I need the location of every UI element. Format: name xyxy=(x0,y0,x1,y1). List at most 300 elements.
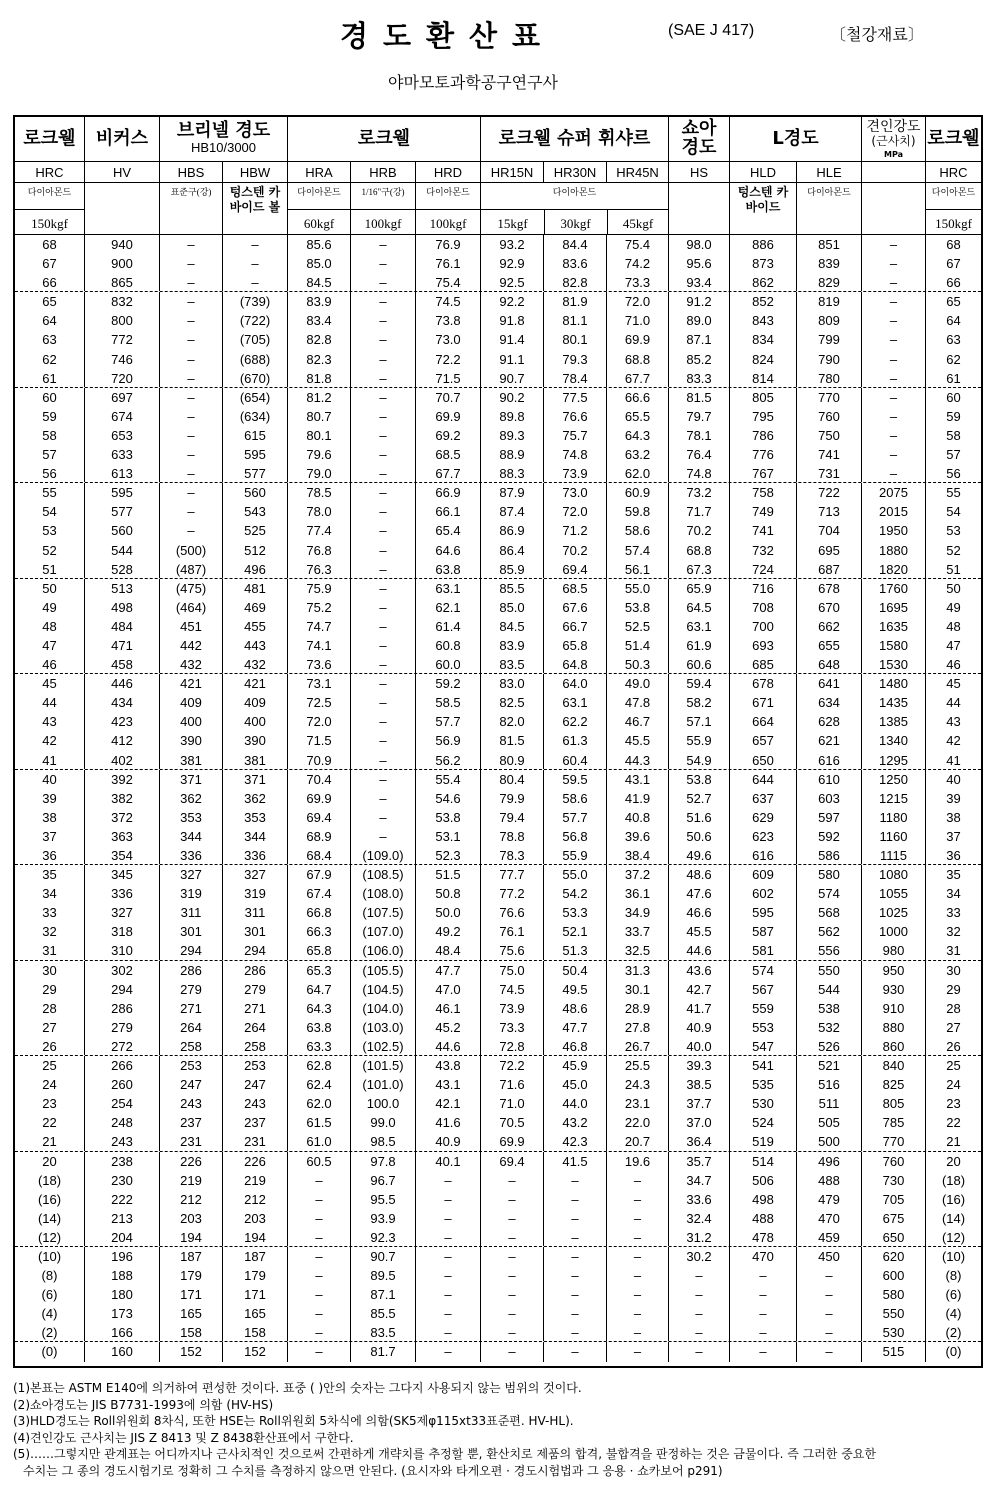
table-cell: 500 xyxy=(796,1132,861,1150)
table-cell: 1880 xyxy=(861,541,925,560)
table-cell: 52.1 xyxy=(543,922,606,941)
table-row xyxy=(15,693,981,712)
table-cell: 65.5 xyxy=(606,407,668,426)
table-cell: – xyxy=(159,388,222,407)
table-cell: 45.9 xyxy=(543,1056,606,1075)
table-cell: 732 xyxy=(729,541,796,560)
table-cell: 65.9 xyxy=(668,579,729,598)
table-cell: – xyxy=(480,1190,543,1209)
table-cell: 45 xyxy=(925,674,981,693)
table-cell: 70.2 xyxy=(668,521,729,540)
table-cell: – xyxy=(729,1342,796,1361)
table-cell: 81.7 xyxy=(350,1342,415,1361)
table-cell: 327 xyxy=(159,865,222,884)
table-cell: 41 xyxy=(42,752,57,768)
table-row xyxy=(15,751,981,770)
table-cell: 62 xyxy=(42,351,57,367)
table-row xyxy=(15,655,981,674)
table-cell: (16) xyxy=(37,1191,62,1207)
table-cell: 43 xyxy=(925,712,981,731)
table-cell: – xyxy=(159,350,222,369)
table-cell: 47.6 xyxy=(668,884,729,903)
material-label: 〔철강재료〕 xyxy=(830,25,924,44)
table-cell: – xyxy=(861,369,925,387)
table-cell: 671 xyxy=(729,693,796,712)
table-cell: 776 xyxy=(729,445,796,464)
table-cell: 48.6 xyxy=(668,865,729,884)
table-cell: 61.9 xyxy=(668,636,729,655)
table-cell: 78.4 xyxy=(543,369,606,387)
table-indenter-header-row xyxy=(15,183,981,235)
table-cell: – xyxy=(350,311,415,330)
table-cell: 74.5 xyxy=(415,292,480,311)
table-cell: 402 xyxy=(84,751,159,769)
table-row xyxy=(15,1247,981,1266)
table-cell: (634) xyxy=(222,407,287,426)
table-cell: (12) xyxy=(37,1229,62,1245)
table-cell: 226 xyxy=(222,1152,287,1171)
table-cell: 64.8 xyxy=(543,655,606,673)
table-cell: 749 xyxy=(729,502,796,521)
table-cell: 71.7 xyxy=(668,502,729,521)
table-cell: – xyxy=(350,674,415,693)
table-cell: 731 xyxy=(796,464,861,482)
table-cell: 59.8 xyxy=(606,502,668,521)
table-cell: 75.0 xyxy=(480,961,543,980)
table-cell: 421 xyxy=(159,674,222,693)
table-cell: (10) xyxy=(37,1248,62,1264)
table-cell: 91.2 xyxy=(668,292,729,311)
table-cell: 179 xyxy=(222,1266,287,1285)
table-row xyxy=(15,1094,981,1113)
table-cell: 30.2 xyxy=(668,1247,729,1266)
table-cell: 506 xyxy=(729,1171,796,1190)
table-cell: 52 xyxy=(42,542,57,558)
table-cell: 74.8 xyxy=(668,464,729,482)
table-cell: 62.0 xyxy=(287,1094,350,1113)
table-row xyxy=(15,483,981,502)
table-cell: 434 xyxy=(84,693,159,712)
table-cell: 825 xyxy=(861,1075,925,1094)
table-cell: (102.5) xyxy=(350,1037,415,1055)
table-cell: (475) xyxy=(159,579,222,598)
table-cell: 64.5 xyxy=(668,598,729,617)
table-cell: 496 xyxy=(222,560,287,578)
table-cell: 840 xyxy=(861,1056,925,1075)
table-cell: 71.2 xyxy=(543,521,606,540)
table-cell: 67 xyxy=(925,254,981,273)
scale-header-13 xyxy=(861,162,925,182)
table-cell: 664 xyxy=(729,712,796,731)
table-cell: 53.3 xyxy=(543,903,606,922)
table-cell: 73.9 xyxy=(543,464,606,482)
table-cell: 76.4 xyxy=(668,445,729,464)
table-cell: – xyxy=(287,1190,350,1209)
table-cell: – xyxy=(861,235,925,254)
table-cell: 43.1 xyxy=(415,1075,480,1094)
table-cell: 90.2 xyxy=(480,388,543,407)
table-cell: 99.0 xyxy=(350,1113,415,1132)
table-cell: 95.6 xyxy=(668,254,729,273)
table-cell: 65.8 xyxy=(543,636,606,655)
table-cell: (104.0) xyxy=(350,999,415,1018)
table-cell: 1340 xyxy=(861,731,925,750)
table-cell: 57.7 xyxy=(543,808,606,827)
table-cell: 74.5 xyxy=(480,980,543,999)
table-cell: 530 xyxy=(861,1323,925,1341)
table-cell: 64 xyxy=(925,311,981,330)
table-cell: 56.1 xyxy=(606,560,668,578)
table-cell: 51.6 xyxy=(668,808,729,827)
hrb-indenter-cell: 1/16"구(강) 100kgf xyxy=(350,183,415,234)
table-cell: 412 xyxy=(84,731,159,750)
table-cell: 76.3 xyxy=(287,560,350,578)
table-cell: 219 xyxy=(159,1171,222,1190)
table-cell: 68.5 xyxy=(543,579,606,598)
table-cell: 68.8 xyxy=(606,350,668,369)
table-cell: 69.2 xyxy=(415,426,480,445)
table-cell: 62.2 xyxy=(543,712,606,731)
table-cell: 620 xyxy=(861,1247,925,1266)
table-cell: 294 xyxy=(159,941,222,959)
table-row xyxy=(15,407,981,426)
table-cell: 32 xyxy=(925,922,981,941)
table-cell: 799 xyxy=(796,330,861,349)
table-cell: (14) xyxy=(37,1210,62,1226)
table-cell: 528 xyxy=(84,560,159,578)
table-cell: 484 xyxy=(84,617,159,636)
table-cell: 72.5 xyxy=(287,693,350,712)
table-cell: 51.4 xyxy=(606,636,668,655)
table-cell: 27 xyxy=(42,1019,57,1035)
table-cell: – xyxy=(159,502,222,521)
table-cell: 72.0 xyxy=(543,502,606,521)
table-cell: – xyxy=(668,1304,729,1323)
hle-indenter-cell: 다이아몬드 xyxy=(796,183,861,234)
table-cell: 32 xyxy=(42,924,57,940)
table-cell: 392 xyxy=(84,770,159,789)
table-cell: 57 xyxy=(42,447,57,463)
table-cell: 795 xyxy=(729,407,796,426)
table-cell: 674 xyxy=(84,407,159,426)
table-cell: – xyxy=(668,1342,729,1361)
table-cell: (654) xyxy=(222,388,287,407)
table-cell: 55.4 xyxy=(415,770,480,789)
table-cell: 44.0 xyxy=(543,1094,606,1113)
table-cell: 49.0 xyxy=(606,674,668,693)
table-cell: 63.8 xyxy=(415,560,480,578)
table-cell: 243 xyxy=(222,1094,287,1113)
table-cell: 60.9 xyxy=(606,483,668,502)
group-superficial: 로크웰 슈퍼 휘샤르 xyxy=(480,117,668,161)
table-row xyxy=(15,617,981,636)
table-cell: 746 xyxy=(84,350,159,369)
table-cell: 64.6 xyxy=(415,541,480,560)
table-body xyxy=(15,235,981,1362)
table-cell: 459 xyxy=(796,1228,861,1246)
table-cell: 93.2 xyxy=(480,235,543,254)
table-cell: (6) xyxy=(41,1287,58,1303)
table-cell: 44.6 xyxy=(668,941,729,959)
table-row xyxy=(15,1075,981,1094)
table-cell: 47 xyxy=(925,636,981,655)
table-cell: 35.7 xyxy=(668,1152,729,1171)
table-cell: 79.7 xyxy=(668,407,729,426)
table-cell: (18) xyxy=(925,1171,981,1190)
table-cell: – xyxy=(222,235,287,254)
table-cell: (8) xyxy=(41,1268,58,1284)
table-cell: 203 xyxy=(222,1209,287,1228)
hrc-indenter-cell: 다이아몬드 150kgf xyxy=(15,183,84,234)
table-cell: 481 xyxy=(222,579,287,598)
table-cell: 279 xyxy=(84,1018,159,1037)
table-cell: 79.0 xyxy=(287,464,350,482)
table-cell: 675 xyxy=(861,1209,925,1228)
table-cell: 40.8 xyxy=(606,808,668,827)
table-cell: 62.0 xyxy=(606,464,668,482)
table-row xyxy=(15,1132,981,1151)
table-cell: 187 xyxy=(222,1247,287,1266)
table-cell: 165 xyxy=(159,1304,222,1323)
table-cell: – xyxy=(287,1228,350,1246)
table-cell: 662 xyxy=(796,617,861,636)
table-cell: 231 xyxy=(159,1132,222,1150)
table-cell: 66.9 xyxy=(415,483,480,502)
table-cell: 60.5 xyxy=(287,1152,350,1171)
table-cell: 81.5 xyxy=(480,731,543,750)
table-row xyxy=(15,1342,981,1361)
table-cell: 46 xyxy=(925,655,981,673)
table-cell: – xyxy=(159,330,222,349)
table-cell: 455 xyxy=(222,617,287,636)
table-cell: 515 xyxy=(861,1342,925,1361)
table-cell: 409 xyxy=(222,693,287,712)
table-cell: 31 xyxy=(925,941,981,959)
table-row xyxy=(15,1018,981,1037)
table-cell: 34.9 xyxy=(606,903,668,922)
table-cell: – xyxy=(350,502,415,521)
table-cell: 64.3 xyxy=(606,426,668,445)
group-shore: 쇼아경도 xyxy=(668,117,729,161)
table-cell: 770 xyxy=(861,1132,925,1150)
table-cell: – xyxy=(287,1247,350,1266)
table-cell: 97.8 xyxy=(350,1152,415,1171)
table-cell: 76.6 xyxy=(543,407,606,426)
table-cell: – xyxy=(606,1304,668,1323)
table-cell: 786 xyxy=(729,426,796,445)
table-cell: – xyxy=(159,292,222,311)
hv-indenter-cell xyxy=(84,183,159,234)
table-cell: 48.4 xyxy=(415,941,480,959)
table-cell: 53.8 xyxy=(415,808,480,827)
table-cell: 25.5 xyxy=(606,1056,668,1075)
table-cell: 311 xyxy=(159,903,222,922)
table-cell: – xyxy=(861,311,925,330)
table-cell: 26 xyxy=(42,1038,57,1054)
table-cell: 238 xyxy=(84,1152,159,1171)
table-cell: 678 xyxy=(796,579,861,598)
table-cell: 1215 xyxy=(861,789,925,808)
table-cell: 560 xyxy=(222,483,287,502)
table-cell: 41.7 xyxy=(668,999,729,1018)
table-cell: 25 xyxy=(925,1056,981,1075)
table-cell: 47.0 xyxy=(415,980,480,999)
table-cell: 381 xyxy=(159,751,222,769)
table-cell: 1580 xyxy=(861,636,925,655)
table-row xyxy=(15,922,981,941)
table-cell: – xyxy=(350,693,415,712)
table-cell: 38 xyxy=(925,808,981,827)
table-cell: 750 xyxy=(796,426,861,445)
table-cell: 65.4 xyxy=(415,521,480,540)
table-cell: 44.3 xyxy=(606,751,668,769)
table-cell: 319 xyxy=(222,884,287,903)
table-cell: 81.5 xyxy=(668,388,729,407)
table-cell: 63.1 xyxy=(668,617,729,636)
table-cell: 516 xyxy=(796,1075,861,1094)
load-30n: 30kgf xyxy=(560,216,591,231)
table-cell: 716 xyxy=(729,579,796,598)
table-cell: 78.3 xyxy=(480,846,543,864)
table-cell: 54 xyxy=(42,504,57,520)
table-cell: 886 xyxy=(729,235,796,254)
table-cell: 479 xyxy=(796,1190,861,1209)
table-cell: 58 xyxy=(42,427,57,443)
table-cell: 45.5 xyxy=(668,922,729,941)
table-cell: – xyxy=(415,1323,480,1341)
table-cell: 42 xyxy=(925,731,981,750)
table-cell: 580 xyxy=(861,1285,925,1304)
table-cell: – xyxy=(287,1285,350,1304)
table-cell: 40.9 xyxy=(415,1132,480,1150)
table-cell: – xyxy=(415,1304,480,1323)
table-cell: – xyxy=(350,541,415,560)
table-cell: 83.6 xyxy=(543,254,606,273)
table-cell: 271 xyxy=(222,999,287,1018)
table-cell: 76.9 xyxy=(415,235,480,254)
scale-header-12: HLE xyxy=(796,162,861,182)
table-cell: 708 xyxy=(729,598,796,617)
table-cell: 1080 xyxy=(861,865,925,884)
table-cell: 670 xyxy=(796,598,861,617)
table-cell: 71.5 xyxy=(287,731,350,750)
table-row xyxy=(15,884,981,903)
table-cell: 653 xyxy=(84,426,159,445)
table-cell: 65 xyxy=(925,292,981,311)
table-cell: 74.8 xyxy=(543,445,606,464)
table-cell: 525 xyxy=(222,521,287,540)
table-cell: 70.2 xyxy=(543,541,606,560)
table-cell: 44 xyxy=(42,695,57,711)
table-cell: 41.6 xyxy=(415,1113,480,1132)
table-cell: 64.3 xyxy=(287,999,350,1018)
table-cell: – xyxy=(796,1304,861,1323)
table-row xyxy=(15,731,981,750)
table-cell: 69.9 xyxy=(606,330,668,349)
table-cell: 74.2 xyxy=(606,254,668,273)
table-cell: 58 xyxy=(925,426,981,445)
table-cell: 400 xyxy=(159,712,222,731)
table-cell: 92.9 xyxy=(480,254,543,273)
table-cell: 92.5 xyxy=(480,273,543,291)
table-row xyxy=(15,273,981,292)
table-cell: 722 xyxy=(796,483,861,502)
table-cell: 272 xyxy=(84,1037,159,1055)
table-row xyxy=(15,980,981,999)
table-cell: 77.7 xyxy=(480,865,543,884)
table-cell: 544 xyxy=(796,980,861,999)
group-brinell: 브리넬 경도 HB10/3000 xyxy=(159,117,287,161)
table-cell: 28 xyxy=(925,999,981,1018)
table-cell: 628 xyxy=(796,712,861,731)
table-cell: 49.5 xyxy=(543,980,606,999)
table-cell: 52.5 xyxy=(606,617,668,636)
table-cell: 336 xyxy=(159,846,222,864)
table-cell: 86.9 xyxy=(480,521,543,540)
table-cell: (0) xyxy=(925,1342,981,1361)
table-cell: 22 xyxy=(42,1115,57,1131)
table-cell: – xyxy=(543,1209,606,1228)
table-cell: – xyxy=(606,1323,668,1341)
load-45n: 45kgf xyxy=(622,216,654,231)
table-row xyxy=(15,1323,981,1342)
table-cell: 363 xyxy=(84,827,159,846)
table-cell: (2) xyxy=(925,1323,981,1341)
table-cell: 83.9 xyxy=(287,292,350,311)
table-cell: 25 xyxy=(42,1058,57,1074)
table-cell: 46.8 xyxy=(543,1037,606,1055)
table-cell: 85.6 xyxy=(287,235,350,254)
table-cell: 96.7 xyxy=(350,1171,415,1190)
table-cell: 49 xyxy=(42,599,57,615)
table-row xyxy=(15,1190,981,1209)
table-cell: 36.4 xyxy=(668,1132,729,1150)
table-cell: 610 xyxy=(796,770,861,789)
table-cell: 75.4 xyxy=(415,273,480,291)
table-cell: 66.7 xyxy=(543,617,606,636)
table-cell: – xyxy=(729,1323,796,1341)
table-cell: 1160 xyxy=(861,827,925,846)
table-cell: 87.1 xyxy=(350,1285,415,1304)
table-cell: 39.3 xyxy=(668,1056,729,1075)
table-row xyxy=(15,445,981,464)
table-cell: 76.1 xyxy=(480,922,543,941)
table-cell: 73.2 xyxy=(668,483,729,502)
table-cell: 1385 xyxy=(861,712,925,731)
table-cell: 409 xyxy=(159,693,222,712)
scale-header-9: HR45N xyxy=(606,162,668,182)
table-cell: 70.4 xyxy=(287,770,350,789)
table-cell: 362 xyxy=(222,789,287,808)
table-cell: 258 xyxy=(159,1037,222,1055)
table-cell: – xyxy=(729,1304,796,1323)
table-cell: 72.0 xyxy=(606,292,668,311)
table-cell: 83.4 xyxy=(287,311,350,330)
table-cell: 43.2 xyxy=(543,1113,606,1132)
table-cell: 243 xyxy=(84,1132,159,1150)
table-row xyxy=(15,712,981,731)
table-cell: 900 xyxy=(84,254,159,273)
table-row xyxy=(15,1037,981,1056)
table-cell: 950 xyxy=(861,961,925,980)
table-cell: 839 xyxy=(796,254,861,273)
table-cell: 69.9 xyxy=(480,1132,543,1150)
table-cell: 832 xyxy=(84,292,159,311)
table-cell: 809 xyxy=(796,311,861,330)
table-cell: 470 xyxy=(796,1209,861,1228)
table-cell: 55.9 xyxy=(543,846,606,864)
table-cell: – xyxy=(480,1323,543,1341)
